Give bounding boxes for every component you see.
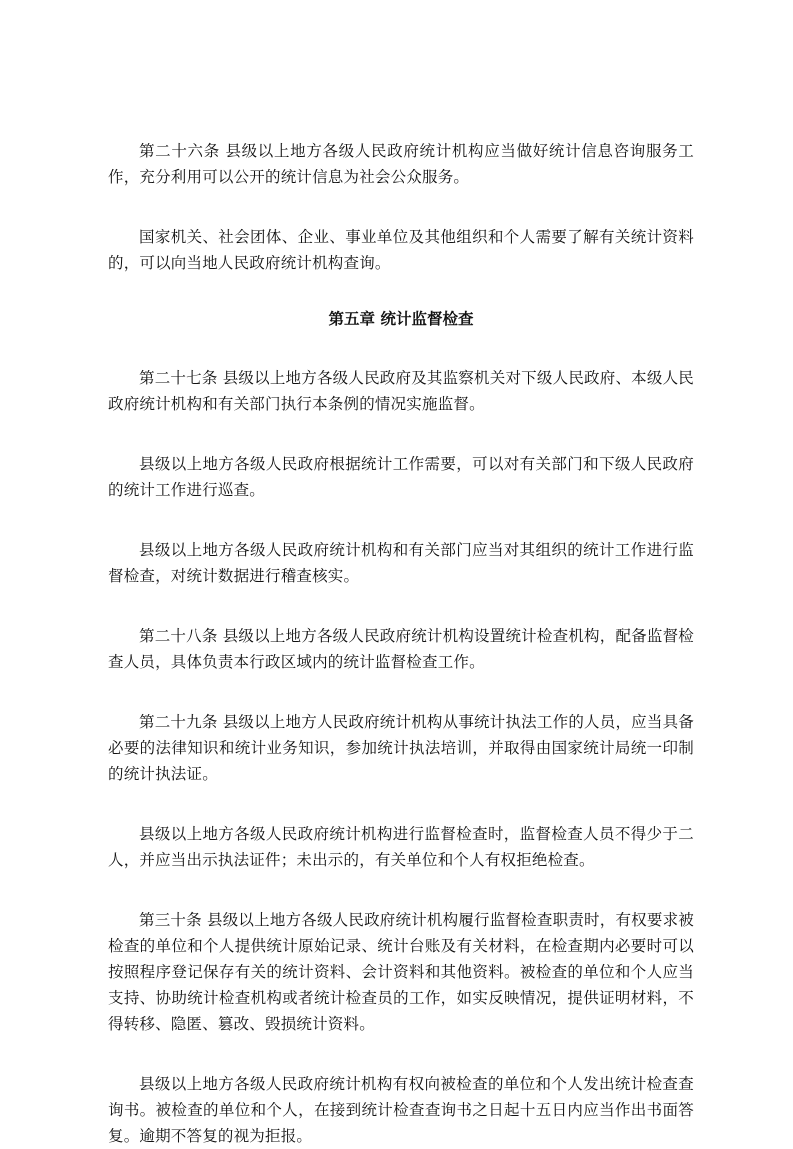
article-29-paragraph: 第二十九条 县级以上地方人民政府统计机构从事统计执法工作的人员，应当具备必要的法律知识和统计业务知识，参加统计执法培训，并取得由国家统计局统一印制的统计执法证。 xyxy=(108,713,694,783)
article-27-audit-paragraph: 县级以上地方各级人民政府统计机构和有关部门应当对其组织的统计工作进行监督检查，对统计数据进行稽查核实。 xyxy=(108,541,694,585)
article-29-inspection-paragraph: 县级以上地方各级人民政府统计机构进行监督检查时，监督检查人员不得少于二人，并应当出示执法证件；未出示的，有关单位和个人有权拒绝检查。 xyxy=(108,825,694,869)
article-27-paragraph: 第二十七条 县级以上地方各级人民政府及其监察机关对下级人民政府、本级人民政府统计机构和有关部门执行本条例的情况实施监督。 xyxy=(108,369,694,413)
document-page xyxy=(108,138,694,1149)
article-27-inspection-paragraph: 县级以上地方各级人民政府根据统计工作需要，可以对有关部门和下级人民政府的统计工作进行巡查。 xyxy=(108,455,694,499)
article-28-paragraph: 第二十八条 县级以上地方各级人民政府统计机构设置统计检查机构，配备监督检查人员，具体负责本行政区域内的统计监督检查工作。 xyxy=(108,627,694,671)
chapter-five-heading: 第五章 统计监督检查 xyxy=(328,309,474,328)
article-30-inquiry-paragraph: 县级以上地方各级人民政府统计机构有权向被检查的单位和个人发出统计检查查询书。被检查的单位和个人，在接到统计检查查询书之日起十五日内应当作出书面答复。逾期不答复的视为拒报。 xyxy=(108,1075,694,1145)
article-26-inquiry-paragraph: 国家机关、社会团体、企业、事业单位及其他组织和个人需要了解有关统计资料的，可以向当地人民政府统计机构查询。 xyxy=(108,228,694,272)
article-30-paragraph: 第三十条 县级以上地方各级人民政府统计机构履行监督检查职责时，有权要求被检查的单位和个人提供统计原始记录、统计台账及有关材料，在检查期内必要时可以按照程序登记保存有关的统计资料、会计资料和其他资料。被检查的单位和个人应当支持、协助统计检查机构或者统计检查员的工作，如实反映情况，提供证明材料，不得转移、隐匿、篡改、毁损统计资料。 xyxy=(108,911,694,1033)
article-26-paragraph: 第二十六条 县级以上地方各级人民政府统计机构应当做好统计信息咨询服务工作，充分利用可以公开的统计信息为社会公众服务。 xyxy=(108,142,694,186)
